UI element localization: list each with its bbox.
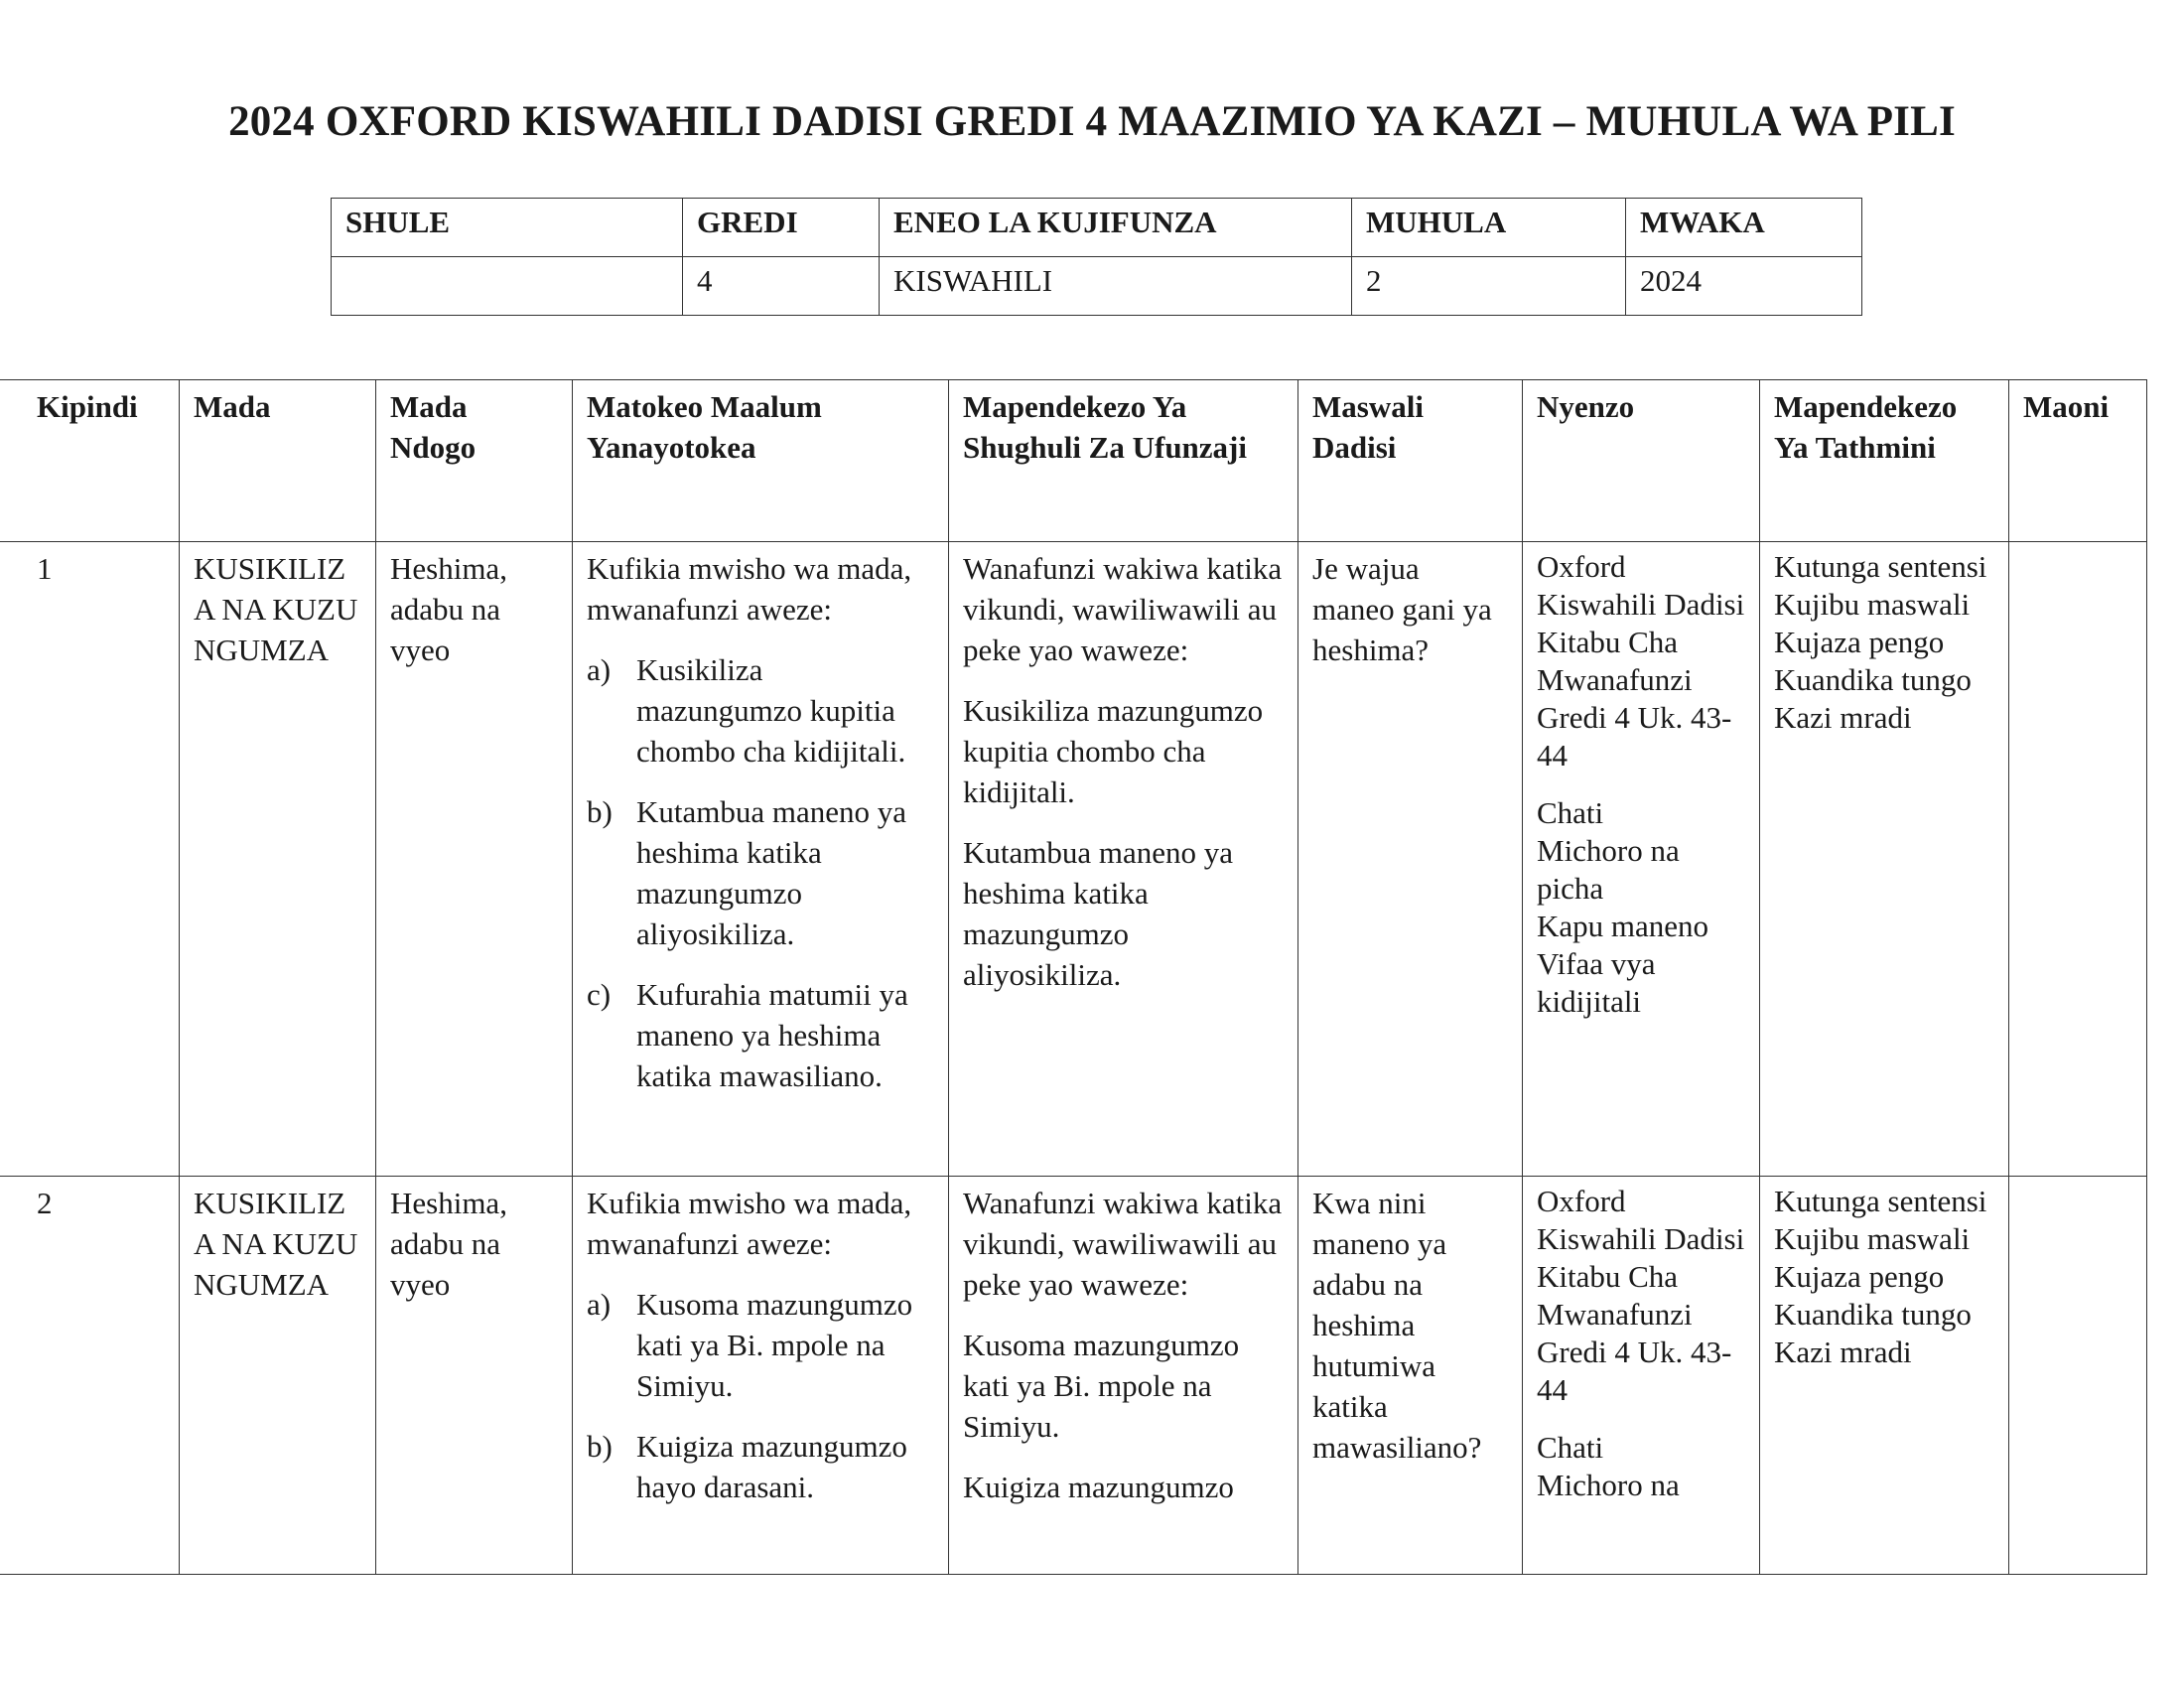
tathmini-item: Kuandika tungo [1774,662,1972,697]
column-header: Kipindi [0,380,180,542]
summary-header: GREDI [683,199,880,257]
shughuli-item: Kuigiza mazungumzo [963,1470,1234,1504]
summary-value-row [332,257,1862,316]
column-header: Maoni [2009,380,2147,542]
cell-tathmini [1760,1177,2009,1575]
cell-mada-ndogo: Heshima, adabu na vyeo [376,1177,573,1575]
list-item [587,649,934,772]
list-text: Kusikiliza mazungumzo kupitia chombo cha kidijitali. [636,652,906,769]
cell-shughuli [949,1177,1298,1575]
nyenzo-item: Michoro na [1537,1468,1680,1502]
shughuli-item: Kusikiliza mazungumzo kupitia chombo cha kidijitali. [963,693,1264,809]
list-item [587,974,934,1096]
shughuli-intro: Wanafunzi wakiwa katika vikundi, wawiliwawili au peke yao waweze: [963,1186,1283,1302]
tathmini-item: Kujibu maswali [1774,1221,1971,1256]
tathmini-item: Kutunga sentensi [1774,549,1987,584]
matokeo-list [587,649,934,1096]
tathmini-item: Kazi mradi [1774,1335,1912,1369]
summary-value-mwaka: 2024 [1626,257,1862,316]
table-header-row [0,380,2147,542]
mada-text: KUSIKILIZA NA KUZUNGUMZA [194,1186,358,1302]
nyenzo-book: Oxford Kiswahili Dadisi Kitabu Cha Mwanafunzi Gredi 4 Uk. 43-44 [1537,1184,1745,1407]
tathmini-item: Kujaza pengo [1774,625,1945,659]
shughuli-item: Kutambua maneno ya heshima katika mazungumzo aliyosikiliza. [963,835,1234,992]
cell-maswali: Kwa nini maneno ya adabu na heshima hutumiwa katika mawasiliano? [1298,1177,1523,1575]
tathmini-item: Kazi mradi [1774,700,1912,735]
cell-nyenzo [1523,1177,1760,1575]
cell-tathmini [1760,542,2009,1177]
summary-header: MUHULA [1352,199,1626,257]
column-header: Mapendekezo Ya Tathmini [1760,380,2009,542]
matokeo-intro: Kufikia mwisho wa mada, mwanafunzi aweze: [587,1186,912,1261]
list-text: Kuigiza mazungumzo hayo darasani. [636,1429,907,1504]
summary-value-shule [332,257,683,316]
list-letter: c) [587,977,612,1012]
cell-kipindi: 2 [0,1177,180,1575]
column-header: Matokeo Maalum Yanayotokea [573,380,949,542]
cell-maswali: Je wajua maneo gani ya heshima? [1298,542,1523,1177]
mada-text: KUSIKILIZA NA KUZUNGUMZA [194,551,358,667]
summary-header-row [332,199,1862,257]
matokeo-list [587,1284,934,1507]
table-row [0,1177,2147,1575]
list-text: Kutambua maneno ya heshima katika mazungumzo aliyosikiliza. [636,794,907,951]
shughuli-intro: Wanafunzi wakiwa katika vikundi, wawiliwawili au peke yao waweze: [963,551,1283,667]
list-item [587,1284,934,1406]
shughuli-item: Kusoma mazungumzo kati ya Bi. mpole na Simiyu. [963,1328,1240,1444]
nyenzo-item: Chati [1537,1430,1604,1465]
column-header: Mada Ndogo [376,380,573,542]
nyenzo-book: Oxford Kiswahili Dadisi Kitabu Cha Mwanafunzi Gredi 4 Uk. 43-44 [1537,549,1745,773]
column-header: Nyenzo [1523,380,1760,542]
cell-shughuli [949,542,1298,1177]
list-item [587,1426,934,1507]
cell-maoni [2009,1177,2147,1575]
tathmini-item: Kujaza pengo [1774,1259,1945,1294]
nyenzo-item: Kapu maneno [1537,909,1709,943]
list-text: Kufurahia matumii ya maneno ya heshima katika mawasiliano. [636,977,908,1093]
list-item [587,791,934,954]
column-header: Mapendekezo Ya Shughuli Za Ufunzaji [949,380,1298,542]
list-letter: b) [587,794,613,829]
cell-mada [180,542,376,1177]
cell-mada [180,1177,376,1575]
nyenzo-item: Michoro na picha [1537,833,1680,906]
summary-header: ENEO LA KUJIFUNZA [880,199,1352,257]
tathmini-item: Kutunga sentensi [1774,1184,1987,1218]
summary-value-muhula: 2 [1352,257,1626,316]
cell-matokeo [573,1177,949,1575]
list-letter: a) [587,652,612,687]
cell-mada-ndogo: Heshima, adabu na vyeo [376,542,573,1177]
summary-header: MWAKA [1626,199,1862,257]
list-letter: a) [587,1287,612,1322]
page-title: 2024 OXFORD KISWAHILI DADISI GREDI 4 MAAZIMIO YA KAZI – MUHULA WA PILI [228,98,1956,145]
column-header: Maswali Dadisi [1298,380,1523,542]
summary-header: SHULE [332,199,683,257]
tathmini-item: Kujibu maswali [1774,587,1971,622]
scheme-of-work-table [0,379,2147,1575]
nyenzo-item: Vifaa vya kidijitali [1537,946,1656,1019]
cell-matokeo [573,542,949,1177]
list-letter: b) [587,1429,613,1464]
tathmini-item: Kuandika tungo [1774,1297,1972,1332]
table-row [0,542,2147,1177]
summary-table [331,198,1862,316]
matokeo-intro: Kufikia mwisho wa mada, mwanafunzi aweze: [587,551,912,627]
cell-kipindi: 1 [0,542,180,1177]
column-header: Mada [180,380,376,542]
summary-value-gredi: 4 [683,257,880,316]
list-text: Kusoma mazungumzo kati ya Bi. mpole na Simiyu. [636,1287,913,1403]
nyenzo-item: Chati [1537,795,1604,830]
cell-nyenzo [1523,542,1760,1177]
summary-value-eneo: KISWAHILI [880,257,1352,316]
cell-maoni [2009,542,2147,1177]
